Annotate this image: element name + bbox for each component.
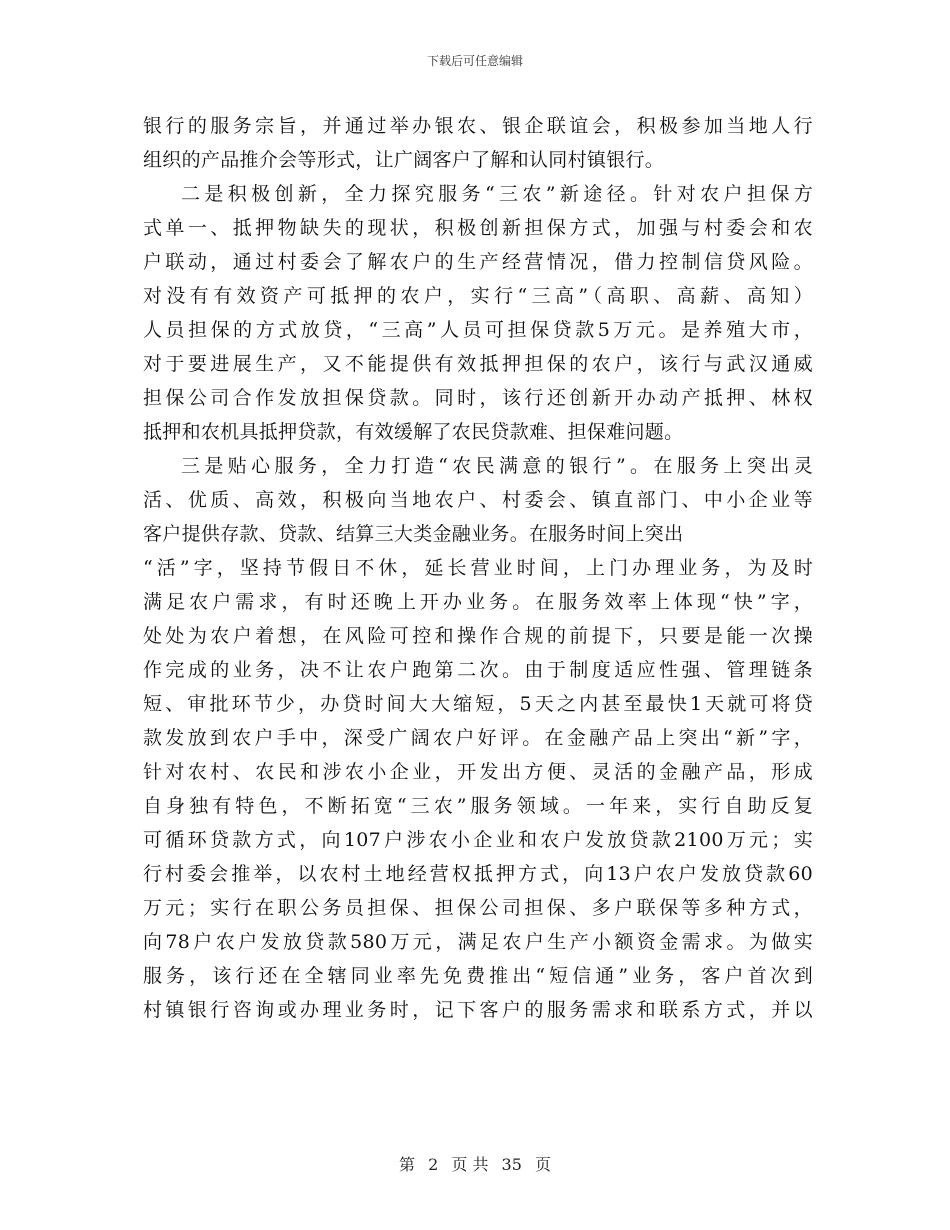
text-line: 万元；实行在职公务员担保、担保公司担保、多户联保等多种方式， [143, 897, 813, 919]
text-line: 抵押和农机具抵押贷款，有效缓解了农民贷款难、担保难问题。 [143, 421, 684, 443]
text-line: 三是贴心服务，全力打造“农民满意的银行”。在服务上突出灵 [181, 455, 813, 477]
text-line: 对没有有效资产可抵押的农户，实行“三高”（高职、高薪、高知） [143, 285, 813, 307]
text-line: 作完成的业务，决不让农户跑第二次。由于制度适应性强、管理链条 [143, 659, 813, 681]
page-header: 下载后可任意编辑 [426, 54, 523, 68]
text-line: 担保公司合作发放担保贷款。同时，该行还创新开办动产抵押、林权 [143, 387, 813, 409]
text-line: 对于要进展生产，又不能提供有效抵押担保的农户，该行与武汉通威 [143, 353, 813, 375]
text-line: 户联动，通过村委会了解农户的生产经营情况，借力控制信贷风险。 [143, 251, 813, 273]
page-footer [0, 1152, 950, 1175]
text-line: 活、优质、高效，积极向当地农户、村委会、镇直部门、中小企业等 [143, 489, 813, 511]
text-line: 式单一、抵押物缺失的现状，积极创新担保方式，加强与村委会和农 [143, 217, 813, 239]
total-page-count: 35 [501, 1155, 522, 1174]
text-line: 银行的服务宗旨，并通过举办银农、银企联谊会，积极参加当地人行 [143, 115, 813, 137]
footer-prefix: 第 [398, 1155, 415, 1174]
text-line: 服务，该行还在全辖同业率先免费推出“短信通”业务，客户首次到 [143, 965, 813, 987]
footer-middle: 页 共 [451, 1155, 489, 1174]
text-line: 客户提供存款、贷款、结算三大类金融业务。在服务时间上突出 [143, 523, 684, 545]
text-line: 款发放到农户手中，深受广阔农户好评。在金融产品上突出“新”字， [143, 727, 813, 749]
text-line: 可循环贷款方式，向107户涉农小企业和农户发放贷款2100万元；实 [143, 829, 813, 851]
text-line: 处处为农户着想，在风险可控和操作合规的前提下，只要是能一次操 [143, 625, 813, 647]
body-text [143, 109, 813, 1027]
text-line: “活”字，坚持节假日不休，延长营业时间，上门办理业务，为及时 [143, 557, 813, 579]
text-line: 组织的产品推介会等形式，让广阔客户了解和认同村镇银行。 [143, 149, 665, 171]
text-line: 向78户农户发放贷款580万元，满足农户生产小额资金需求。为做实 [143, 931, 813, 953]
text-line: 短、审批环节少，办贷时间大大缩短，5天之内甚至最快1天就可将贷 [143, 693, 813, 715]
text-line: 自身独有特色，不断拓宽“三农”服务领域。一年来，实行自助反复 [143, 795, 813, 817]
text-line: 人员担保的方式放贷，“三高”人员可担保贷款5万元。是养殖大市， [143, 319, 813, 341]
footer-suffix: 页 [535, 1155, 552, 1174]
text-line: 行村委会推举，以农村土地经营权抵押方式，向13户农户发放贷款60 [143, 863, 813, 885]
text-line: 村镇银行咨询或办理业务时，记下客户的服务需求和联系方式，并以 [143, 999, 813, 1021]
text-line: 满足农户需求，有时还晚上开办业务。在服务效率上体现“快”字， [143, 591, 813, 613]
text-line: 二是积极创新，全力探究服务“三农”新途径。针对农户担保方 [181, 183, 813, 205]
text-line: 针对农村、农民和涉农小企业，开发出方便、灵活的金融产品，形成 [143, 761, 813, 783]
current-page-number: 2 [428, 1155, 439, 1174]
